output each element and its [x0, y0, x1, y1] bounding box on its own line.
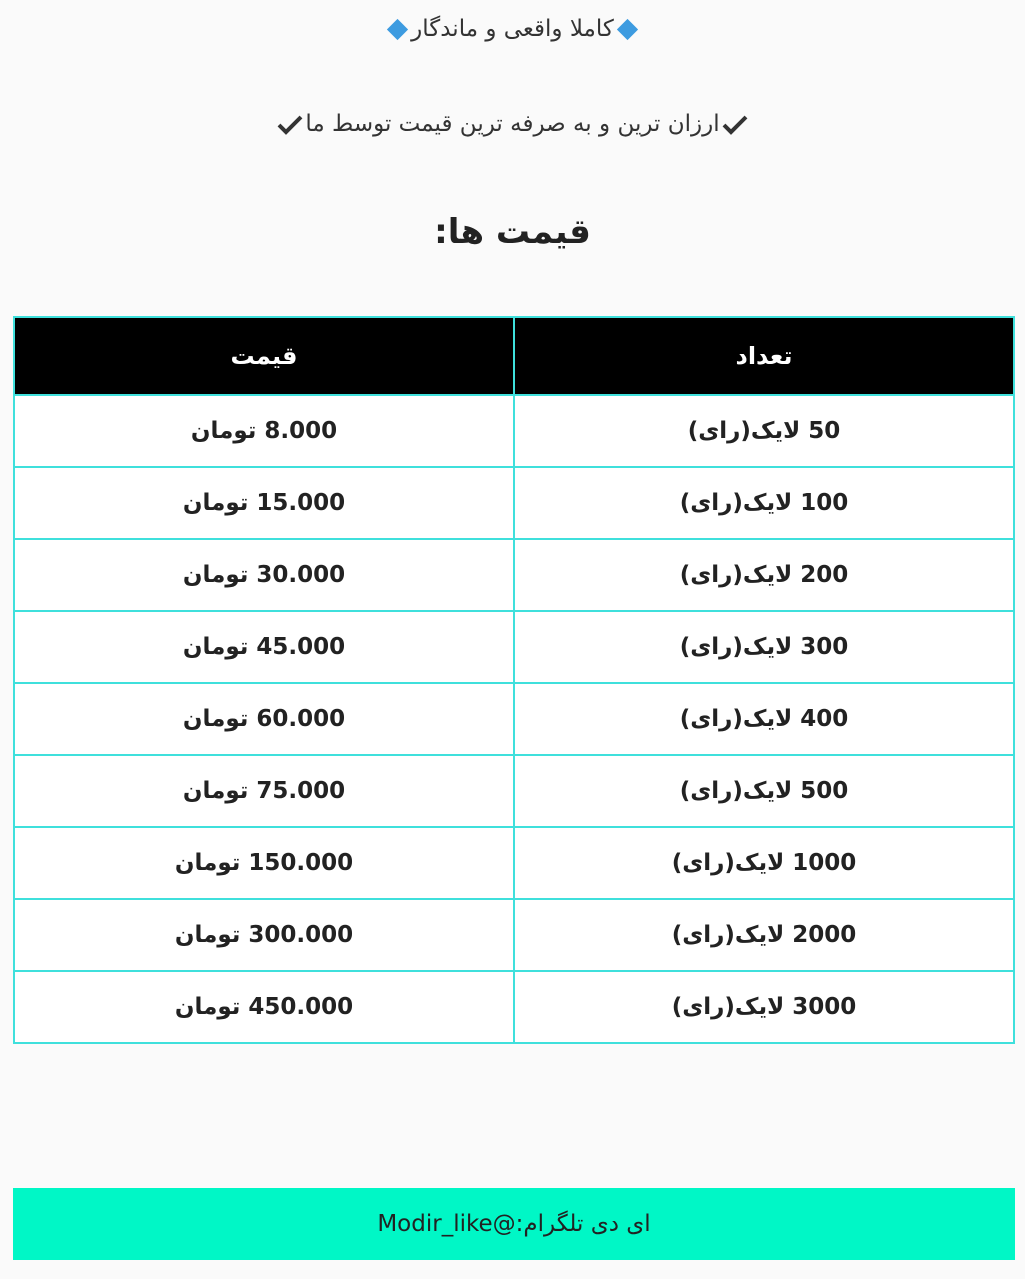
checkmark-icon	[277, 114, 303, 136]
price-cell: 150.000 تومان	[14, 827, 514, 899]
table-row	[14, 899, 1014, 971]
count-cell: 200 لایک(رای)	[514, 539, 1014, 611]
diamond-icon	[387, 19, 408, 40]
table-row	[14, 395, 1014, 467]
table-row	[14, 467, 1014, 539]
table-row	[14, 755, 1014, 827]
count-cell: 3000 لایک(رای)	[514, 971, 1014, 1043]
table-row	[14, 971, 1014, 1043]
column-header-count: تعداد	[514, 317, 1014, 395]
count-cell: 400 لایک(رای)	[514, 683, 1014, 755]
price-cell: 75.000 تومان	[14, 755, 514, 827]
count-cell: 100 لایک(رای)	[514, 467, 1014, 539]
column-header-price: قیمت	[14, 317, 514, 395]
price-cell: 450.000 تومان	[14, 971, 514, 1043]
table-row	[14, 683, 1014, 755]
telegram-id-text: ای دی تلگرام:@Modir_like	[377, 1211, 651, 1237]
intro-line-2-text: ارزان ترین و به صرفه ترین قیمت توسط ما	[305, 111, 720, 137]
count-cell: 500 لایک(رای)	[514, 755, 1014, 827]
intro-line-1	[0, 16, 1025, 42]
price-table	[13, 316, 1015, 1044]
price-cell: 15.000 تومان	[14, 467, 514, 539]
price-cell: 8.000 تومان	[14, 395, 514, 467]
checkmark-icon	[722, 114, 748, 136]
price-cell: 60.000 تومان	[14, 683, 514, 755]
count-cell: 300 لایک(رای)	[514, 611, 1014, 683]
price-cell: 45.000 تومان	[14, 611, 514, 683]
intro-line-1-text: کاملا واقعی و ماندگار	[411, 16, 614, 42]
table-row	[14, 827, 1014, 899]
diamond-icon	[617, 19, 638, 40]
page-title: قیمت ها:	[434, 212, 591, 252]
count-cell: 50 لایک(رای)	[514, 395, 1014, 467]
price-cell: 30.000 تومان	[14, 539, 514, 611]
telegram-footer[interactable]	[13, 1188, 1015, 1260]
intro-line-2	[0, 111, 1025, 137]
table-header-row	[14, 317, 1014, 395]
count-cell: 2000 لایک(رای)	[514, 899, 1014, 971]
count-cell: 1000 لایک(رای)	[514, 827, 1014, 899]
price-cell: 300.000 تومان	[14, 899, 514, 971]
table-row	[14, 611, 1014, 683]
table-row	[14, 539, 1014, 611]
